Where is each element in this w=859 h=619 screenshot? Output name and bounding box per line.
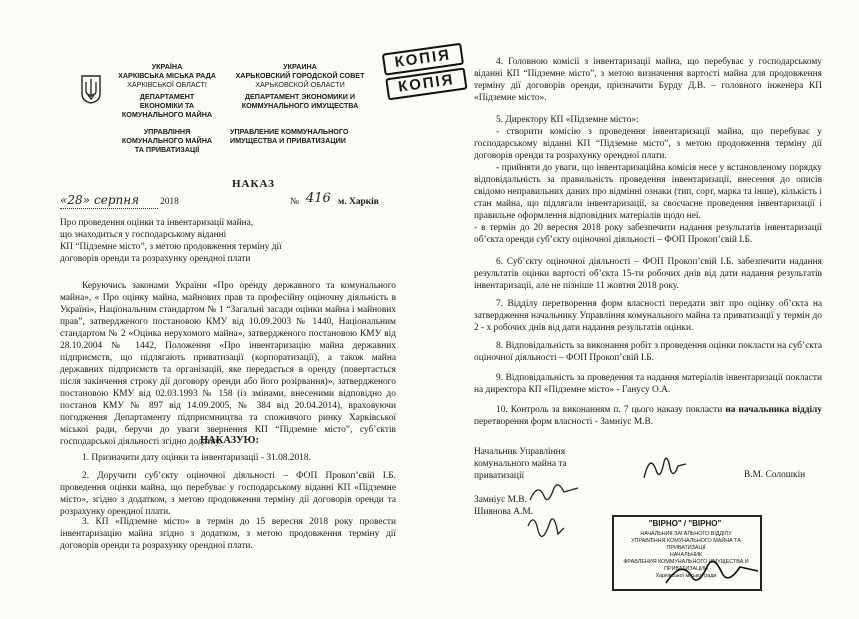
header-ua-dept-1: ДЕПАРТАМЕНТ	[139, 92, 195, 101]
copy-stamp-1: КОПІЯ	[382, 43, 464, 76]
header-ru-dept-1: ДЕПАРТАМЕНТ ЭКОНОМИКИ И	[244, 92, 356, 101]
header-ru-dept-2: КОММУНАЛЬНОГО ИМУЩЕСТВА	[241, 101, 359, 110]
header-ru	[230, 62, 370, 145]
trident-emblem-icon	[80, 74, 102, 104]
executor-2: Шиянова А.М.	[474, 507, 534, 517]
signatory-title-3: приватизації	[474, 471, 525, 481]
item-10-part-a: 10. Контроль за виконанням п. 7 цього наказу покласти	[496, 405, 726, 415]
executor-signature-icon	[524, 478, 584, 550]
item-10-part-c: перетворення форм власності - Замніус М.В.	[474, 417, 654, 427]
subject-line-4: договорів оренди та розрахунку орендної плати	[60, 254, 251, 264]
subject-line-3: КП “Підземне місто”, з метою продовження терміну дії	[60, 242, 282, 252]
order-item-3: 3. КП «Підземне місто» в термін до 15 вересня 2018 року провести інвентаризацію майна згідно з додатком, з метою продовження терміну дії договорів оренди та розрахунку орендної плати.	[60, 517, 396, 551]
signatory-title-1: Начальник Управління	[474, 447, 566, 457]
verified-stamp-title: "ВІРНО" / "ВІРНО"	[648, 519, 722, 528]
signatory-name: В.М. Солошкін	[744, 470, 806, 480]
subject-line-1: Про проведення оцінки та інвентаризації майна,	[60, 218, 254, 228]
order-date-line	[60, 191, 400, 210]
date-year: 2018	[160, 197, 179, 207]
order-item-2: 2. Доручити суб’єкту оціночної діяльності – ФОП Прокоп’євій І.Б. проведення оцінки майна, що перебуває у господарському віданні КП «Підземне місто», згідно з додатком, з метою продовження терміну дії договорів оренди та розрахунку орендної плати.	[60, 471, 396, 517]
header-ua-dept-2: ЕКОНОМІКИ ТА	[139, 101, 195, 110]
order-item-5-b: - прийняти до уваги, що інвентаризаційна комісія несе у встановленому порядку відповідальність за правильність проведення інвентаризації, внесення до описів свідомо неправильних даних про відмінні ознаки (тип, сорт, марка та інше), кількість і стан майна, що підлягали інвентаризації, за своєчасне проведення інвентаризації і правильне оформлення відповідних матеріалів щодо неї.	[474, 163, 822, 221]
order-item-5-head: 5. Директору КП «Підземне місто»:	[496, 115, 639, 125]
order-item-8: 8. Відповідальність за виконання робіт з проведення оцінки покласти на суб’єкта оціночної діяльності – ФОП Прокоп’євій І.Б.	[474, 341, 822, 363]
header-ua-dept-3: КОМУНАЛЬНОГО МАЙНА	[121, 110, 213, 119]
order-city: м. Харків	[338, 197, 379, 207]
signatory-title	[474, 446, 634, 482]
order-item-5-c: - в термін до 20 вересня 2018 року забезпечити надання результатів інвентаризації об’єкта оренди суб’єкту оціночної діяльності – ФОП Прокоп’євій І.Б.	[474, 223, 822, 245]
order-item-9: 9. Відповідальність за проведення та надання матеріалів інвентаризації покласти на директора КП «Підземне місто» - Ганусу О.А.	[474, 373, 822, 395]
header-ua-mgmt-2: КОМУНАЛЬНОГО МАЙНА	[121, 136, 213, 145]
header-ua-council: ХАРКІВСЬКА МІСЬКА РАДА	[118, 71, 216, 80]
head-signature-icon	[640, 448, 690, 488]
verified-stamp-l4: ФРАВЛЕНИЯ КОММУНАЛЬНОГО ИМУЩЕСТВА И ПРИВАТИЗАЦИИ	[623, 559, 749, 572]
header-ru-council: ХАРЬКОВСКИЙ ГОРОДСКОЙ СОВЕТ	[235, 71, 365, 80]
order-title: НАКАЗ	[232, 178, 275, 190]
header-ua-country: УКРАЇНА	[151, 62, 183, 71]
order-number: 416	[306, 191, 331, 206]
header-ua-mgmt-3: ТА ПРИВАТИЗАЦІЇ	[134, 145, 200, 154]
stamp-signature-icon	[662, 553, 762, 591]
executor-1: Замніус М.В.	[474, 495, 527, 505]
item-10-part-b: на начальника відділу	[725, 405, 822, 415]
header-ru-region: ХАРЬКОВСКОЙ ОБЛАСТИ	[255, 80, 345, 89]
verified-stamp-l3: НАЧАЛЬНИК	[669, 552, 703, 558]
date-underline	[60, 208, 158, 209]
signatory-title-2: комунального майна та	[474, 459, 567, 469]
header-ru-mgmt-1: УПРАВЛЕНИЕ КОММУНАЛЬНОГО	[230, 127, 349, 136]
nakazuyu-heading: НАКАЗУЮ:	[200, 435, 259, 446]
order-item-4: 4. Головною комісії з інвентаризації майна, що перебуває у господарському віданні КП “Підземне місто”, з метою визначення вартості майна для продовження терміну дії договорів оренди, призначити Бурду Д.В. – головного інженера КП «Підземне місто».	[474, 57, 822, 103]
date-day: «28»	[60, 193, 90, 207]
header-ua-mgmt-1: УПРАВЛІННЯ	[143, 127, 191, 136]
copy-stamp-2: КОПІЯ	[385, 67, 467, 100]
order-preamble: Керуючись законами України «Про оренду державного та комунального майна», « Про оцінку майна, майнових прав та професійну оціночну діяльність в Україні», Національним стандартом № 1 “Загальні засади оцінки майна і майнових прав”, затвердженого постановою КМУ від 10.09.2003 № 1440, Національним стандартом № 2 «Оцінка нерухомого майна», затвердженого постановою КМУ від 28.10.2004 № 1442, Положення «Про інвентаризацію майна державних підприємств, що підлягають приватизації (корпоратизації), а також майна державних підприємств та організацій, яке передається в оренду (повертається після закінчення строку дії договору оренди або його розірвання)», затвердженого постановою КМУ від 02.03.1993 № 158 (із змінами, внесеними відповідно до постанов КМУ № 897 від 14.09.2005, № 384 від 20.04.2014), враховуючи погодження Департаменту підприємництва та споживчого ринку Харківської міської ради, беручи до уваги звернення КП “Підземне місто”, суб’єктів господарської діяльності згідно додатку.	[60, 281, 396, 447]
verified-stamp-l2: УПРАВЛІННЯ КОМУНАЛЬНОГО МАЙНА ТА ПРИВАТИЗАЦІЇ	[631, 538, 741, 551]
order-item-7: 7. Відділу перетворення форм власності передати звіт про оцінку об’єкта на затвердження начальнику Управління комунального майна та приватизації у термін до 2 - х робочих днів від дати надання результатів оцінки.	[474, 299, 822, 333]
order-item-6: 6. Суб’єкту оціночної діяльності – ФОП Прокоп’євій І.Б. забезпечити надання результатів оцінки вартості об’єкта 15-ти робочих днів від дати надання результатів інвентаризації, але не пізніше 11 жовтня 2018 року.	[474, 257, 822, 291]
order-item-1: 1. Призначити дату оцінки та інвентаризації - 31.08.2018.	[82, 453, 311, 463]
subject-line-2: що знаходиться у господарському віданні	[60, 230, 227, 240]
order-subject	[60, 217, 360, 265]
order-item-10	[474, 404, 822, 428]
header-ru-mgmt-2: ИМУЩЕСТВА И ПРИВАТИЗАЦИИ	[230, 136, 346, 145]
header-ua-region: ХАРКІВСЬКОЇ ОБЛАСТІ	[127, 80, 207, 89]
verified-stamp-l5: Харківської міської ради	[655, 573, 717, 579]
order-item-5-a: - створити комісію з проведення інвентаризації майна, що перебуває у господарському віданні КП “Підземне місто”, з метою продовження терміну дії договорів оренди та розрахунку орендної плати.	[474, 127, 822, 161]
copy-stamp	[382, 43, 468, 106]
verified-stamp	[612, 515, 762, 591]
order-number-prefix: №	[290, 197, 299, 207]
date-month: серпня	[94, 193, 140, 207]
header-ru-country: УКРАИНА	[283, 62, 317, 71]
header-ua	[108, 62, 226, 154]
verified-stamp-l1: НАЧАЛЬНИК ЗАГАЛЬНОГО ВІДДІЛУ	[640, 531, 732, 537]
